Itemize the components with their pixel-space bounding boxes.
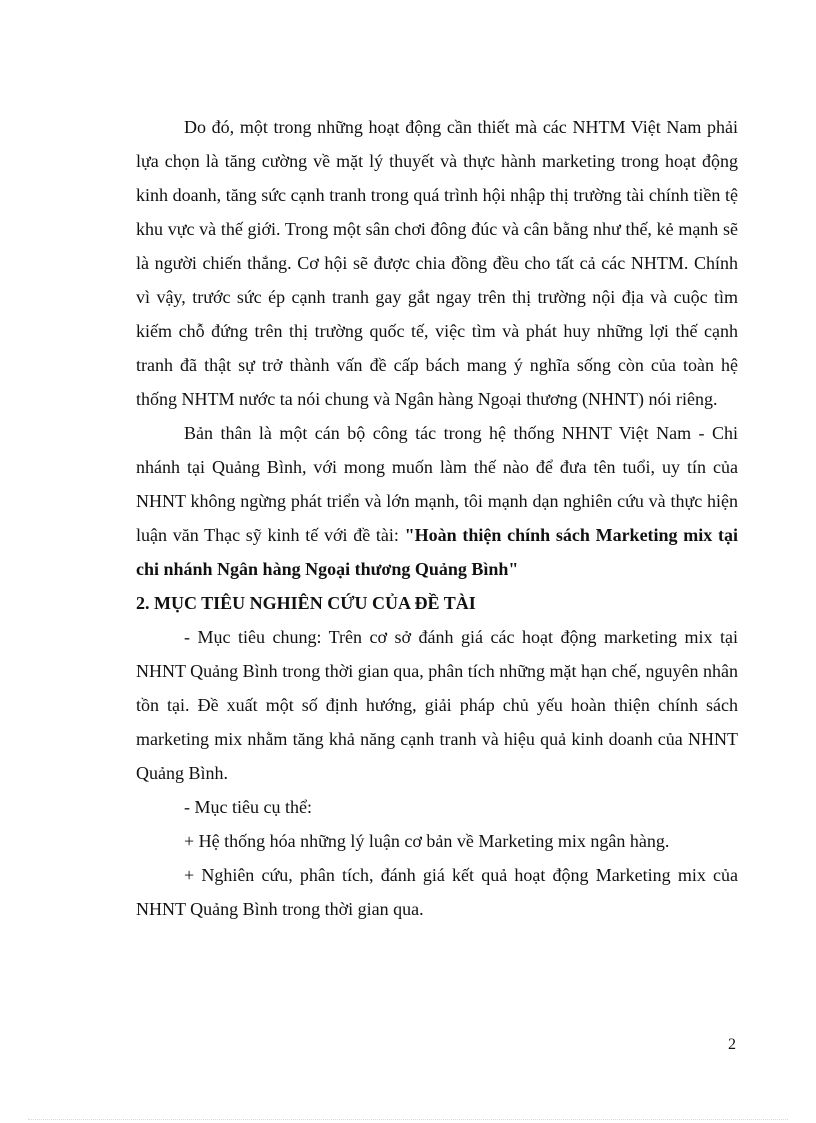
section-heading: 2. MỤC TIÊU NGHIÊN CỨU CỦA ĐỀ TÀI xyxy=(136,593,476,613)
paragraph-thesis-topic-text: Bản thân là một cán bộ công tác trong hệ thống NHNT Việt Nam - Chi nhánh tại Quảng Bình, với mong muốn làm thế nào để đưa tên tuổi, uy tín của NHNT không ngừng phát triển và lớn mạnh, tôi mạnh dạn nghiên cứu và thực hiện luận văn Thạc sỹ kinh tế với đề tài: xyxy=(136,423,738,545)
specific-objective-item-1: + Hệ thống hóa những lý luận cơ bản về Marketing mix ngân hàng. xyxy=(184,831,670,851)
paragraph-nhtm-marketing: Do đó, một trong những hoạt động cần thiết mà các NHTM Việt Nam phải lựa chọn là tăng cường về mặt lý thuyết và thực hành marketing trong hoạt động kinh doanh, tăng sức cạnh tranh trong quá trình hội nhập thị trường tài chính tiền tệ khu vực và thế giới. Trong một sân chơi đông đúc và cân bằng như thế, kẻ mạnh sẽ là người chiến thắng. Cơ hội sẽ được chia đồng đều cho tất cả các NHTM. Chính vì vậy, trước sức ép cạnh tranh gay gắt ngay trên thị trường nội địa và cuộc tìm kiếm chỗ đứng trên thị trường quốc tế, việc tìm và phát huy những lợi thế cạnh tranh đã thật sự trở thành vấn đề cấp bách mang ý nghĩa sống còn của toàn hệ thống NHTM nước ta nói chung và Ngân hàng Ngoại thương (NHNT) nói riêng. xyxy=(136,117,738,409)
thesis-title: "Hoàn thiện chính sách Marketing mix tại chi nhánh Ngân hàng Ngoại thương Quảng Bình" xyxy=(136,525,738,579)
specific-objective-label: - Mục tiêu cụ thể: xyxy=(184,797,312,817)
footer-dotted-rule xyxy=(28,1119,788,1120)
document-page xyxy=(136,110,738,926)
specific-objective-item-2: + Nghiên cứu, phân tích, đánh giá kết quả hoạt động Marketing mix của NHNT Quảng Bình trong thời gian qua. xyxy=(136,865,738,919)
page-number: 2 xyxy=(728,1036,736,1053)
general-objective: - Mục tiêu chung: Trên cơ sở đánh giá các hoạt động marketing mix tại NHNT Quảng Bình trong thời gian qua, phân tích những mặt hạn chế, nguyên nhân tồn tại. Đề xuất một số định hướng, giải pháp chủ yếu hoàn thiện chính sách marketing mix nhằm tăng khả năng cạnh tranh và hiệu quả kinh doanh của NHNT Quảng Bình. xyxy=(136,627,738,783)
paragraph-thesis-topic xyxy=(136,416,738,586)
